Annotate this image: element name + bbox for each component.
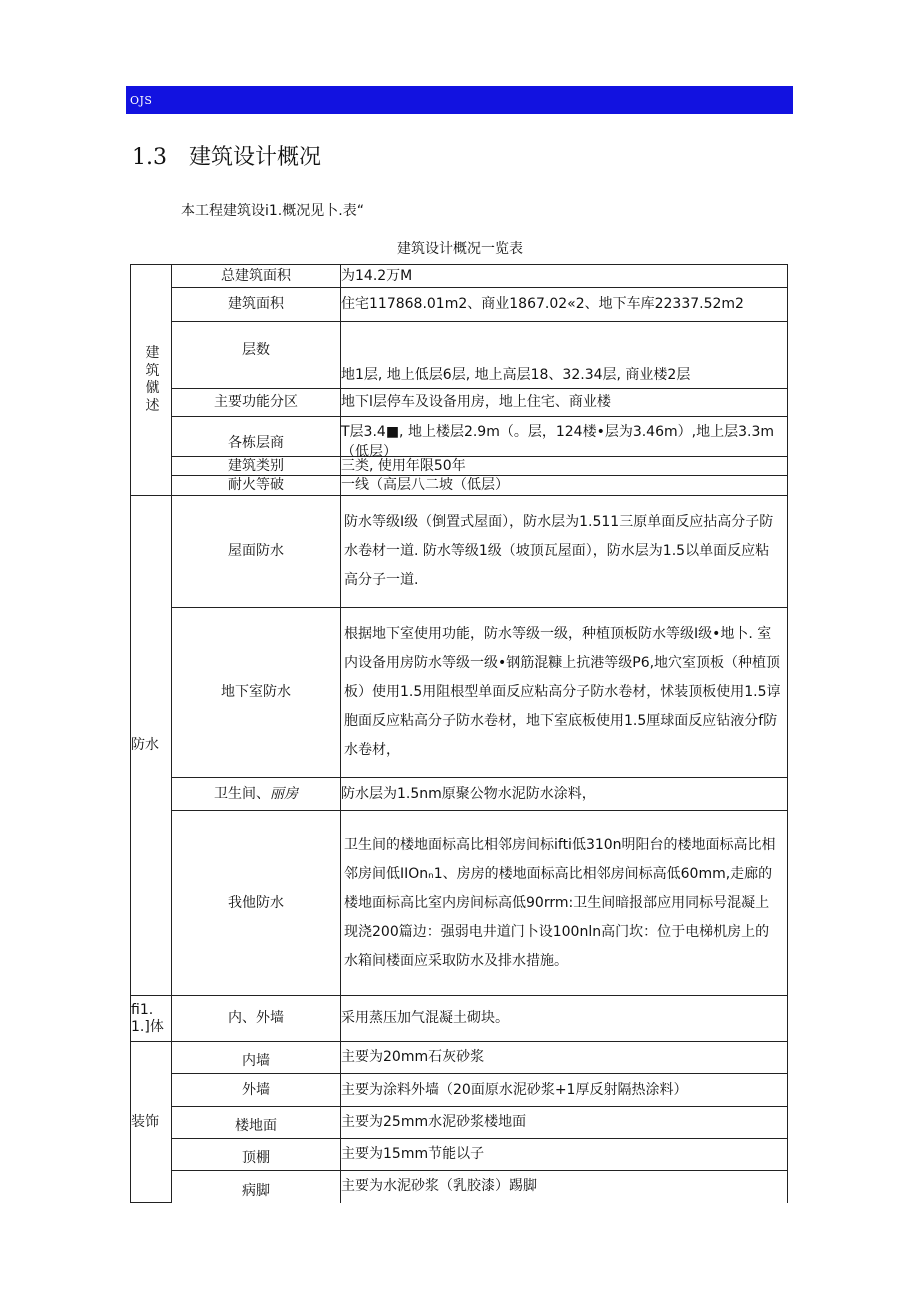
section-title (132, 140, 321, 171)
header-bar (126, 86, 793, 114)
table-row (131, 288, 788, 322)
value-cell: 一线（高层八二坡（低层） (341, 476, 788, 496)
value-cell: 根据地下室使用功能，防水等级一级，种植顶板防水等级I级•地卜. 室内设备用房防水等级一级•钢筋混糠上抗港等级P6,地穴室顶板（种植顶板）使用1.5用阻根型单面反应粘高分子防水卷材，怵装顶板使用1.5谆胞面反应粘高分子防水卷材，地下室底板使用1.5厘球面反应钻液分f防水卷材， (341, 608, 788, 778)
section-title-text: 建筑设计概况 (189, 145, 322, 170)
item-cell: 地下室防水 (172, 608, 341, 778)
value-cell: 主要为水泥砂浆（乳胶漆）踢脚 (341, 1171, 788, 1203)
item-cell: 外墙 (172, 1074, 341, 1107)
table-row (131, 265, 788, 288)
item-cell: 我他防水 (172, 811, 341, 996)
value-cell: 主要为涂料外墙（20面原水泥砂浆+1厚反射隔热涂料） (341, 1074, 788, 1107)
value-cell: 采用蒸压加气混凝土砌块。 (341, 996, 788, 1042)
value-cell: 防水等级I级（倒置式屋面），防水层为1.511三原单面反应拈高分子防水卷材一道. 防水等级1级（坡顶瓦屋面），防水层为1.5以单面反应粘高分子一道. (341, 496, 788, 608)
value-cell: 主要为25mm水泥砂浆楼地面 (341, 1107, 788, 1139)
table-row (131, 389, 788, 417)
value-cell: 主要为20mm石灰砂浆 (341, 1042, 788, 1074)
item-cell: 建筑面积 (172, 288, 341, 322)
table-row (131, 457, 788, 476)
value-cell: 为14.2万M (341, 265, 788, 288)
item-cell: 内墙 (172, 1042, 341, 1074)
item-cell: 各栋层商 (172, 417, 341, 457)
item-cell: 病脚 (172, 1171, 341, 1203)
item-cell: 楼地面 (172, 1107, 341, 1139)
item-cell: 内、外墙 (172, 996, 341, 1042)
table-caption: 建筑设计概况一览表 (397, 241, 523, 257)
table-row (131, 608, 788, 778)
table-row (131, 778, 788, 811)
category-waterproof: 防水 (131, 496, 172, 996)
value-cell: 卫生间的楼地面标高比相邻房间标ⅰfti低310n明阳台的楼地面标高比相邻房间低IIOnₙ1、房房的楼地面标高比相邻房间标高低60mm,走廊的楼地面标高比室内房间标高低90rrm:卫生间暗报部应用同标号混凝上现浇200篇边：强弱电井道门卜设100nln高门坎：位于电梯机房上的水箱间楼面应采取防水及排水措施。 (341, 811, 788, 996)
table-row (131, 476, 788, 496)
item-cell: 卫生间、丽房 (172, 778, 341, 811)
value-cell: 三类, 使用年限50年 (341, 457, 788, 476)
value-cell: 地下l层停车及设备用房，地上住宅、商业楼 (341, 389, 788, 417)
item-cell: 层数 (172, 322, 341, 389)
item-cell: 顶棚 (172, 1139, 341, 1171)
table-row (131, 811, 788, 996)
table-row (131, 417, 788, 457)
item-cell: 主要功能分区 (172, 389, 341, 417)
table-row (131, 996, 788, 1042)
intro-paragraph: 本工程建筑设i1.概况见卜.表“ (181, 203, 364, 219)
value-cell: 防水层为1.5nm原聚公物水泥防水涂料， (341, 778, 788, 811)
category-overview: 建筑僦述 (131, 265, 172, 496)
value-cell: 主要为15mm节能以子 (341, 1139, 788, 1171)
header-text: OJS (130, 94, 153, 107)
table-row (131, 1171, 788, 1203)
table-row (131, 1074, 788, 1107)
table-row (131, 1042, 788, 1074)
section-number: 1.3 (132, 145, 167, 170)
table-row (131, 496, 788, 608)
item-cell: 总建筑面积 (172, 265, 341, 288)
category-decoration: 装饰 (131, 1042, 172, 1203)
value-cell: T层3.4■, 地上楼层2.9m（。层，124楼•层为3.46m）,地上层3.3m（低层） (341, 417, 788, 457)
category-wall: fi1.1.]体 (131, 996, 172, 1042)
building-overview-table (130, 264, 788, 1203)
table-row (131, 1139, 788, 1171)
table-row (131, 1107, 788, 1139)
table-row (131, 322, 788, 389)
item-cell: 耐火等破 (172, 476, 341, 496)
value-cell: 地1层, 地上低层6层, 地上高层18、32.34层, 商业楼2层 (341, 322, 788, 389)
item-cell: 建筑类别 (172, 457, 341, 476)
item-cell: 屋面防水 (172, 496, 341, 608)
value-cell: 住宅117868.01m2、商业1867.02«2、地下车库22337.52m2 (341, 288, 788, 322)
